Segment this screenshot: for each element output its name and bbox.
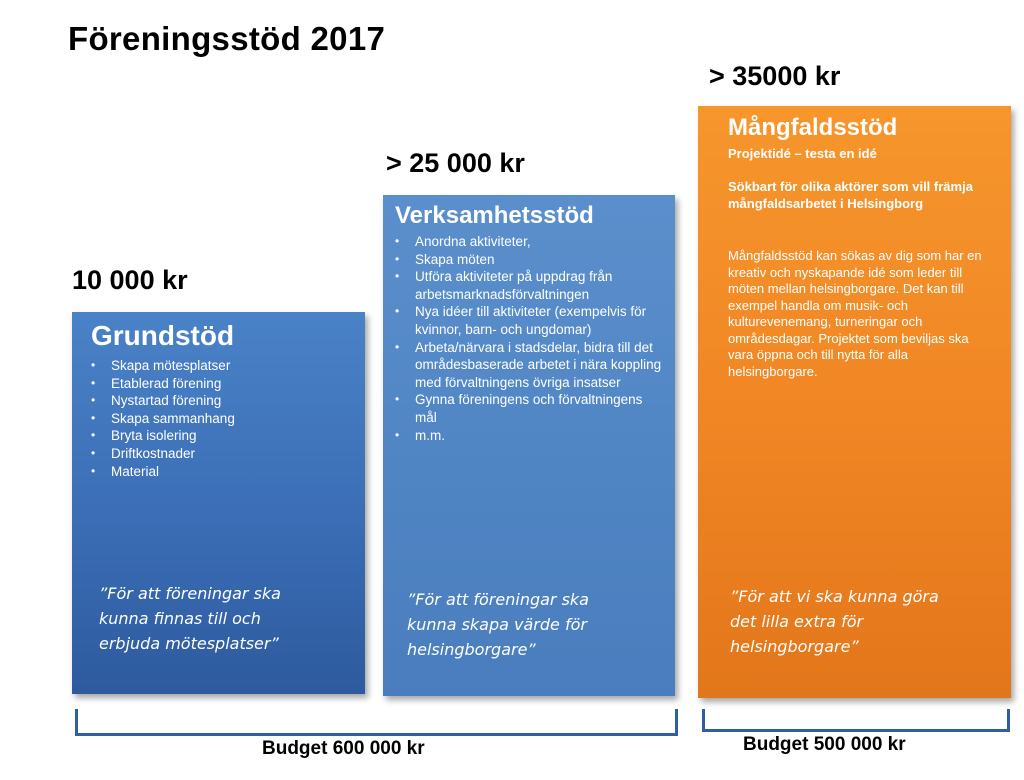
card-subtitle-mangfaldsstod: Projektidé – testa en idé — [728, 146, 877, 161]
list-item: • Anordna aktiviteter, — [395, 233, 663, 251]
card-grundstod — [72, 312, 365, 694]
budget-label-left: Budget 600 000 kr — [262, 738, 425, 759]
card-verksamhetsstod — [383, 195, 675, 696]
list-item: • Utföra aktiviteter på uppdrag från arbetsmarknadsförvaltningen — [395, 268, 663, 303]
list-item: • Nya idéer till aktiviteter (exempelvis för kvinnor, barn- och ungdomar) — [395, 303, 663, 338]
card-mangfaldsstod — [698, 106, 1011, 698]
card-intro-mangfaldsstod: Sökbart för olika aktörer som vill främja mångfaldsarbetet i Helsingborg — [728, 179, 973, 211]
list-item: • Skapa mötesplatser — [91, 357, 351, 375]
list-item: • Bryta isolering — [91, 427, 351, 445]
quote-mangfaldsstod: ”För att vi ska kunna göra det lilla extra för helsingborgare” — [730, 587, 939, 656]
quote-verksamhetsstod: ”För att föreningar ska kunna skapa värde för helsingborgare” — [407, 590, 589, 659]
amount-mangfaldsstod: > 35000 kr — [709, 61, 841, 91]
list-item: • m.m. — [395, 427, 663, 445]
amount-grundstod: 10 000 kr — [72, 265, 188, 295]
card-title-mangfaldsstod: Mångfaldsstöd — [728, 114, 898, 141]
list-item: • Arbeta/närvara i stadsdelar, bidra till det områdesbaserade arbetet i nära koppling med förvaltningens övriga insatser — [395, 339, 663, 392]
list-item: • Gynna föreningens och förvaltningens mål — [395, 391, 663, 426]
amount-verksamhetsstod: > 25 000 kr — [386, 148, 525, 178]
card-title-verksamhetsstod: Verksamhetsstöd — [395, 202, 594, 229]
list-item: • Skapa möten — [395, 251, 663, 269]
list-item: • Etablerad förening — [91, 375, 351, 393]
budget-bracket-right — [702, 709, 1010, 732]
quote-grundstod: ”För att föreningar ska kunna finnas till och erbjuda mötesplatser” — [99, 584, 281, 653]
card-title-grundstod: Grundstöd — [91, 320, 235, 351]
list-item: • Skapa sammanhang — [91, 410, 351, 428]
card-body-mangfaldsstod: Mångfaldsstöd kan sökas av dig som har en kreativ och nyskapande idé som leder till möten mellan helsingborgare. Det kan till exempel handla om musik- och kulturevenemang, turneringar och områdesdagar. Projektet som beviljas ska vara öppna och till nytta för alla helsingborgare. — [728, 248, 982, 379]
bullet-list-verksamhetsstod — [395, 233, 663, 444]
list-item: • Material — [91, 463, 351, 481]
bullet-list-grundstod — [91, 357, 351, 480]
page-title: Föreningsstöd 2017 — [68, 20, 386, 57]
budget-bracket-left — [75, 709, 678, 736]
list-item: • Nystartad förening — [91, 392, 351, 410]
budget-label-right: Budget 500 000 kr — [743, 734, 906, 755]
list-item: • Driftkostnader — [91, 445, 351, 463]
